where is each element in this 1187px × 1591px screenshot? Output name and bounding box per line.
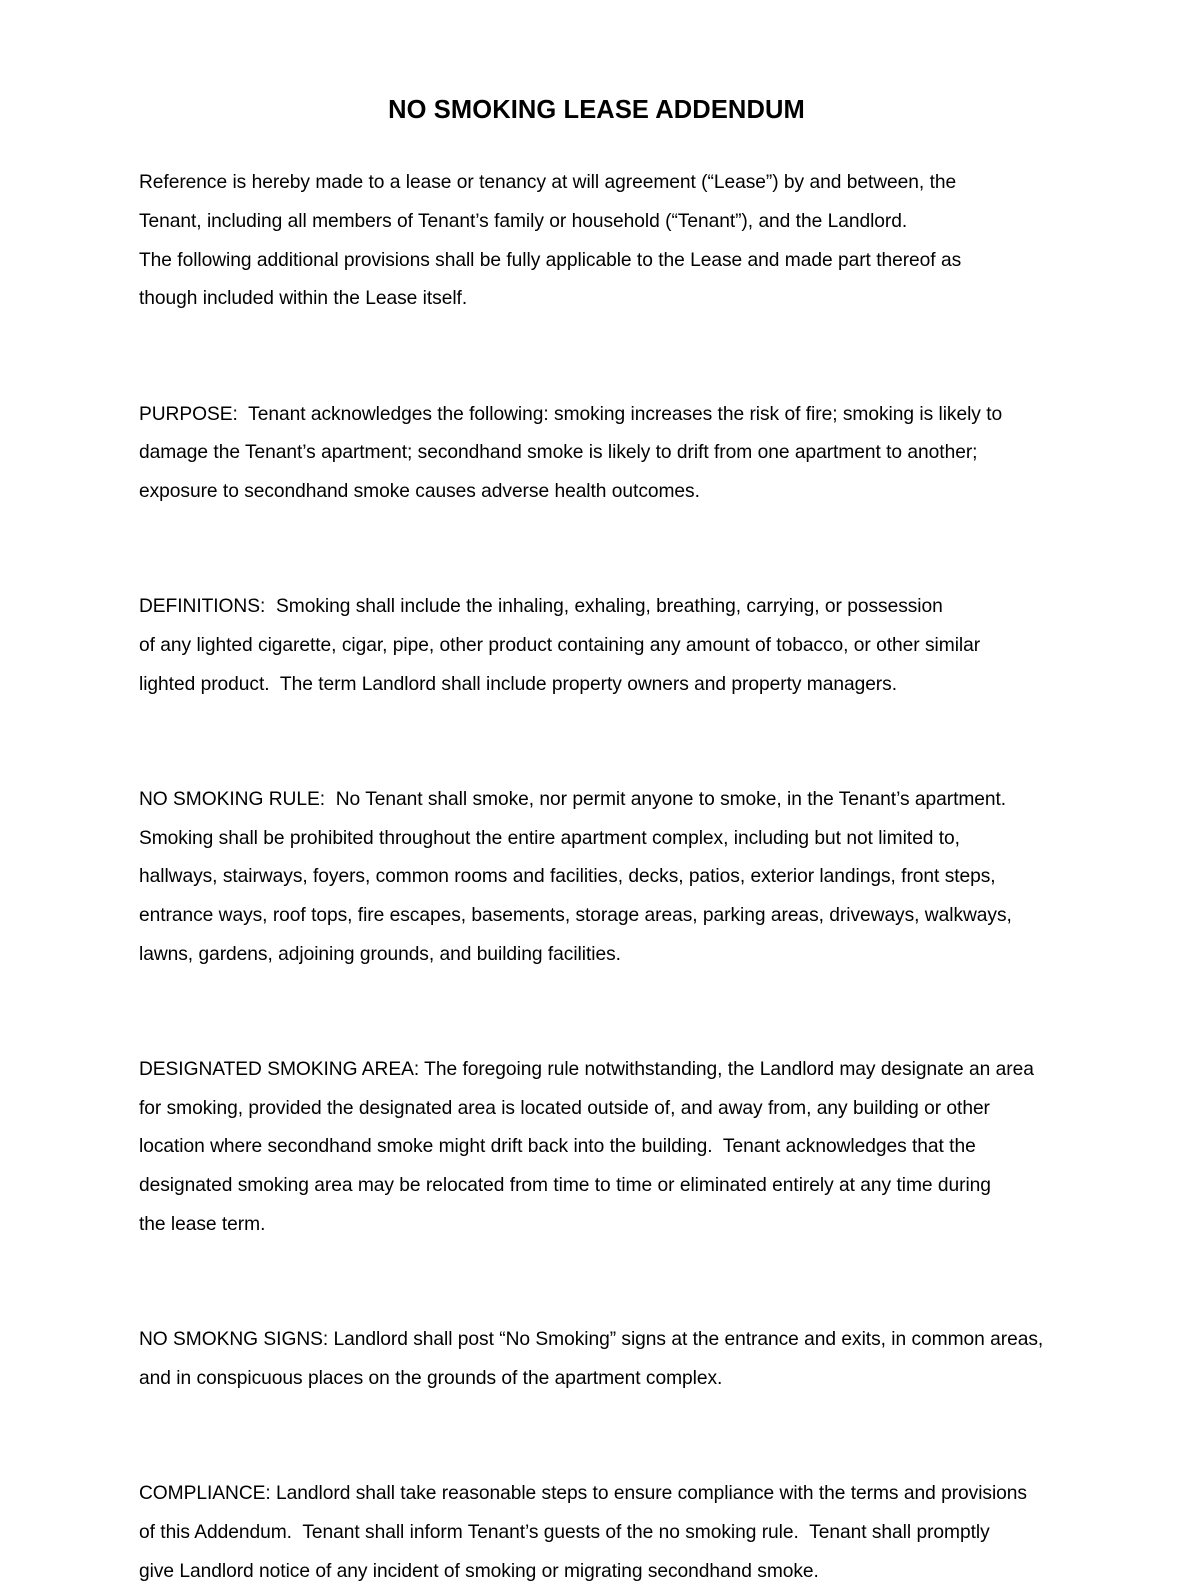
text-line: PURPOSE: Tenant acknowledges the following: smoking increases the risk of fire; smoking is likely to: [139, 403, 1003, 425]
paragraph-container: [139, 164, 1054, 1591]
text-line: entrance ways, roof tops, fire escapes, basements, storage areas, parking areas, driveways, walkways,: [139, 905, 1012, 927]
text-line: damage the Tenant’s apartment; secondhand smoke is likely to drift from one apartment to another;: [139, 442, 978, 464]
text-line: location where secondhand smoke might drift back into the building. Tenant acknowledges that the: [139, 1136, 976, 1158]
text-line: DESIGNATED SMOKING AREA: The foregoing rule notwithstanding, the Landlord may designate an area: [139, 1059, 1034, 1081]
text-line: though included within the Lease itself.: [139, 288, 468, 310]
text-line: and in conspicuous places on the grounds of the apartment complex.: [139, 1367, 723, 1389]
text-line: lawns, gardens, adjoining grounds, and building facilities.: [139, 943, 621, 965]
text-line: Reference is hereby made to a lease or tenancy at will agreement (“Lease”) by and between, the: [139, 172, 957, 194]
text-line: of this Addendum. Tenant shall inform Tenant’s guests of the no smoking rule. Tenant shall promptly: [139, 1521, 990, 1543]
paragraph-gap: [139, 511, 1054, 588]
text-line: for smoking, provided the designated area is located outside of, and away from, any building or other: [139, 1097, 990, 1119]
text-line: The following additional provisions shall be fully applicable to the Lease and made part thereof as: [139, 249, 962, 271]
paragraph-intro: [139, 164, 1054, 318]
document-body: [139, 96, 1054, 1591]
text-line: NO SMOKING RULE: No Tenant shall smoke, nor permit anyone to smoke, in the Tenant’s apartment.: [139, 789, 1007, 811]
title-spacer: [139, 125, 1054, 164]
text-line: the lease term.: [139, 1213, 266, 1235]
paragraph-purpose: [139, 396, 1054, 512]
text-line: Tenant, including all members of Tenant’s family or household (“Tenant”), and the Landlord.: [139, 210, 908, 232]
text-line: lighted product. The term Landlord shall include property owners and property managers.: [139, 673, 897, 695]
paragraph-compliance: [139, 1475, 1054, 1591]
text-line: COMPLIANCE: Landlord shall take reasonable steps to ensure compliance with the terms and provisions: [139, 1483, 1027, 1505]
paragraph-no-smoking-signs: [139, 1321, 1054, 1398]
paragraph-gap: [139, 1398, 1054, 1475]
text-line: NO SMOKNG SIGNS: Landlord shall post “No Smoking” signs at the entrance and exits, in common areas,: [139, 1329, 1044, 1351]
paragraph-gap: [139, 704, 1054, 781]
text-line: give Landlord notice of any incident of smoking or migrating secondhand smoke.: [139, 1560, 819, 1582]
text-line: Smoking shall be prohibited throughout the entire apartment complex, including but not limited to,: [139, 827, 960, 849]
page-title: NO SMOKING LEASE ADDENDUM: [388, 96, 805, 124]
text-line: DEFINITIONS: Smoking shall include the inhaling, exhaling, breathing, carrying, or possession: [139, 596, 943, 618]
text-line: exposure to secondhand smoke causes adverse health outcomes.: [139, 480, 700, 502]
text-line: of any lighted cigarette, cigar, pipe, other product containing any amount of tobacco, or other similar: [139, 635, 981, 657]
text-line: designated smoking area may be relocated from time to time or eliminated entirely at any time during: [139, 1175, 991, 1196]
text-line: hallways, stairways, foyers, common rooms and facilities, decks, patios, exterior landings, front steps,: [139, 866, 996, 888]
paragraph-gap: [139, 319, 1054, 396]
paragraph-no-smoking-rule: [139, 781, 1054, 974]
paragraph-gap: [139, 1244, 1054, 1321]
paragraph-definitions: [139, 588, 1054, 704]
paragraph-gap: [139, 974, 1054, 1051]
paragraph-designated-smoking-area: [139, 1051, 1054, 1244]
